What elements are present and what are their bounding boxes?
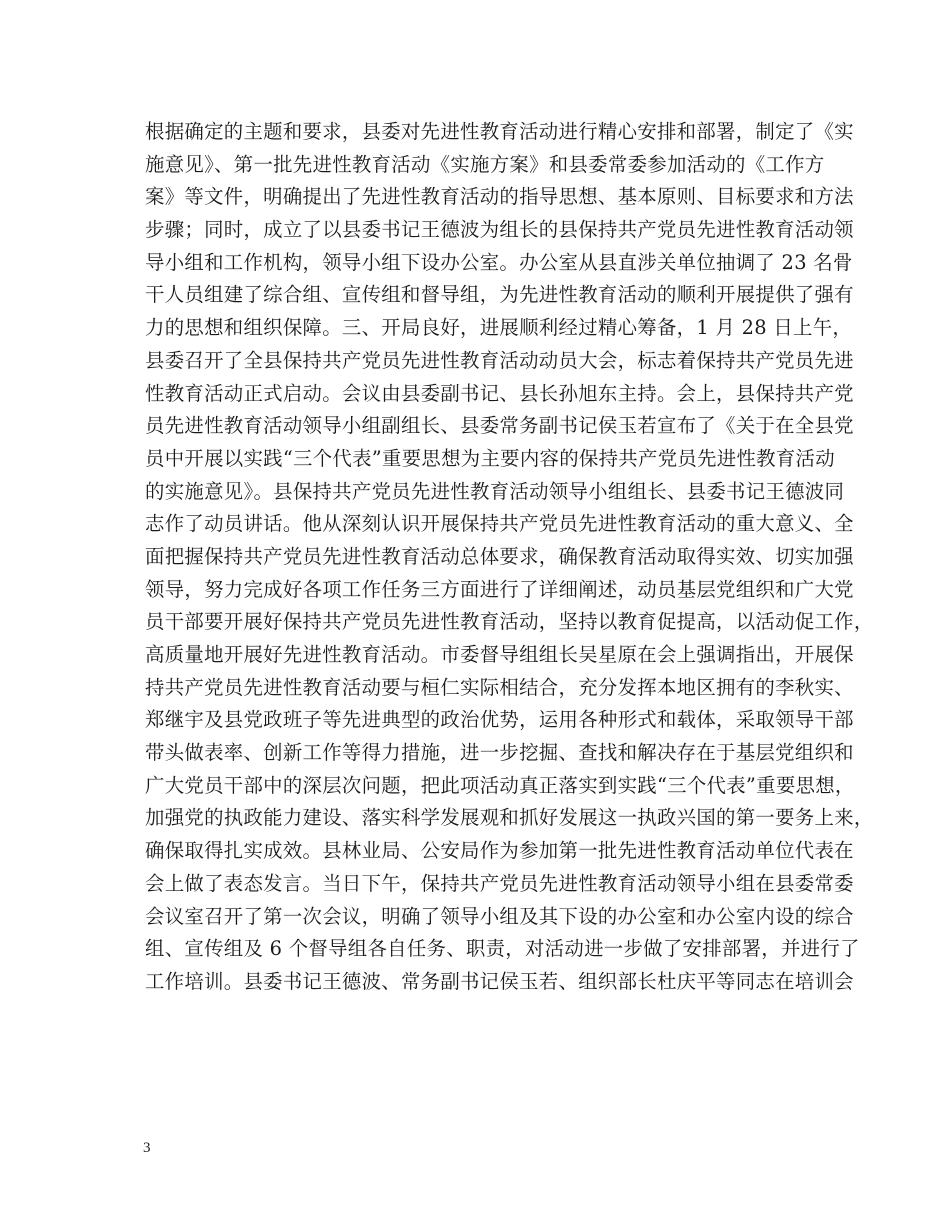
text-line-15: 领导，努力完成好各项工作任务三方面进行了详细阐述，动员基层党组织和广大党 <box>145 577 854 601</box>
body-text <box>145 116 874 999</box>
text-line-3: 案》等文件，明确提出了先进性教育活动的指导思想、基本原则、目标要求和方法 <box>145 185 854 209</box>
text-line-11: 员中开展以实践“三个代表”重要思想为主要内容的保持共产党员先进性教育活动 <box>145 446 835 470</box>
text-line-23: 确保取得扎实成效。县林业局、公安局作为参加第一批先进性教育活动单位代表在 <box>145 839 854 863</box>
text-line-5: 导小组和工作机构，领导小组下设办公室。办公室从县直涉关单位抽调了 23 名骨 <box>145 250 853 274</box>
text-line-22: 加强党的执政能力建设、落实科学发展观和抓好发展这一执政兴国的第一要务上来， <box>145 806 874 830</box>
text-line-25: 会议室召开了第一次会议，明确了领导小组及其下设的办公室和办公室内设的综合 <box>145 904 854 928</box>
text-line-19: 郑继宇及县党政班子等先进典型的政治优势，运用各种形式和载体，采取领导干部 <box>145 708 854 732</box>
text-line-24: 会上做了表态发言。当日下午，保持共产党员先进性教育活动领导小组在县委常委 <box>145 871 854 895</box>
text-line-21: 广大党员干部中的深层次问题，把此项活动真正落实到实践“三个代表”重要思想， <box>145 773 855 797</box>
text-line-14: 面把握保持共产党员先进性教育活动总体要求，确保教育活动取得实效、切实加强 <box>145 544 854 568</box>
text-line-7: 力的思想和组织保障。三、开局良好，进展顺利经过精心筹备，1 月 28 日上午， <box>145 316 853 340</box>
text-line-26: 组、宣传组及 6 个督导组各自任务、职责，对活动进一步做了安排部署，并进行了 <box>145 937 860 961</box>
text-line-17: 高质量地开展好先进性教育活动。市委督导组组长吴星原在会上强调指出，开展保 <box>145 643 854 666</box>
text-line-12: 的实施意见》。县保持共产党员先进性教育活动领导小组组长、县委书记王德波同 <box>145 479 845 503</box>
text-line-20: 带头做表率、创新工作等得力措施，进一步挖掘、查找和解决存在于基层党组织和 <box>145 741 854 765</box>
text-line-2: 施意见》、第一批先进性教育活动《实施方案》和县委常委参加活动的《工作方 <box>145 152 825 176</box>
text-line-4: 步骤；同时，成立了以县委书记王德波为组长的县保持共产党员先进性教育活动领 <box>145 218 854 242</box>
text-line-6: 干人员组建了综合组、宣传组和督导组，为先进性教育活动的顺利开展提供了强有 <box>145 283 854 307</box>
text-line-9: 性教育活动正式启动。会议由县委副书记、县长孙旭东主持。会上，县保持共产党 <box>145 381 854 405</box>
text-line-10: 员先进性教育活动领导小组副组长、县委常务副书记侯玉若宣布了《关于在全县党 <box>145 414 854 438</box>
text-line-27: 工作培训。县委书记王德波、常务副书记侯玉若、组织部长杜庆平等同志在培训会 <box>145 969 854 993</box>
page-number: 3 <box>143 1140 151 1156</box>
text-line-1: 根据确定的主题和要求，县委对先进性教育活动进行精心安排和部署，制定了《实 <box>145 120 854 143</box>
text-line-8: 县委召开了全县保持共产党员先进性教育活动动员大会，标志着保持共产党员先进 <box>145 348 854 372</box>
text-line-16: 员干部要开展好保持共产党员先进性教育活动，坚持以教育促提高，以活动促工作， <box>145 610 874 634</box>
text-line-18: 持共产党员先进性教育活动要与桓仁实际相结合，充分发挥本地区拥有的李秋实、 <box>145 675 854 699</box>
text-line-13: 志作了动员讲话。他从深刻认识开展保持共产党员先进性教育活动的重大意义、全 <box>145 512 854 536</box>
